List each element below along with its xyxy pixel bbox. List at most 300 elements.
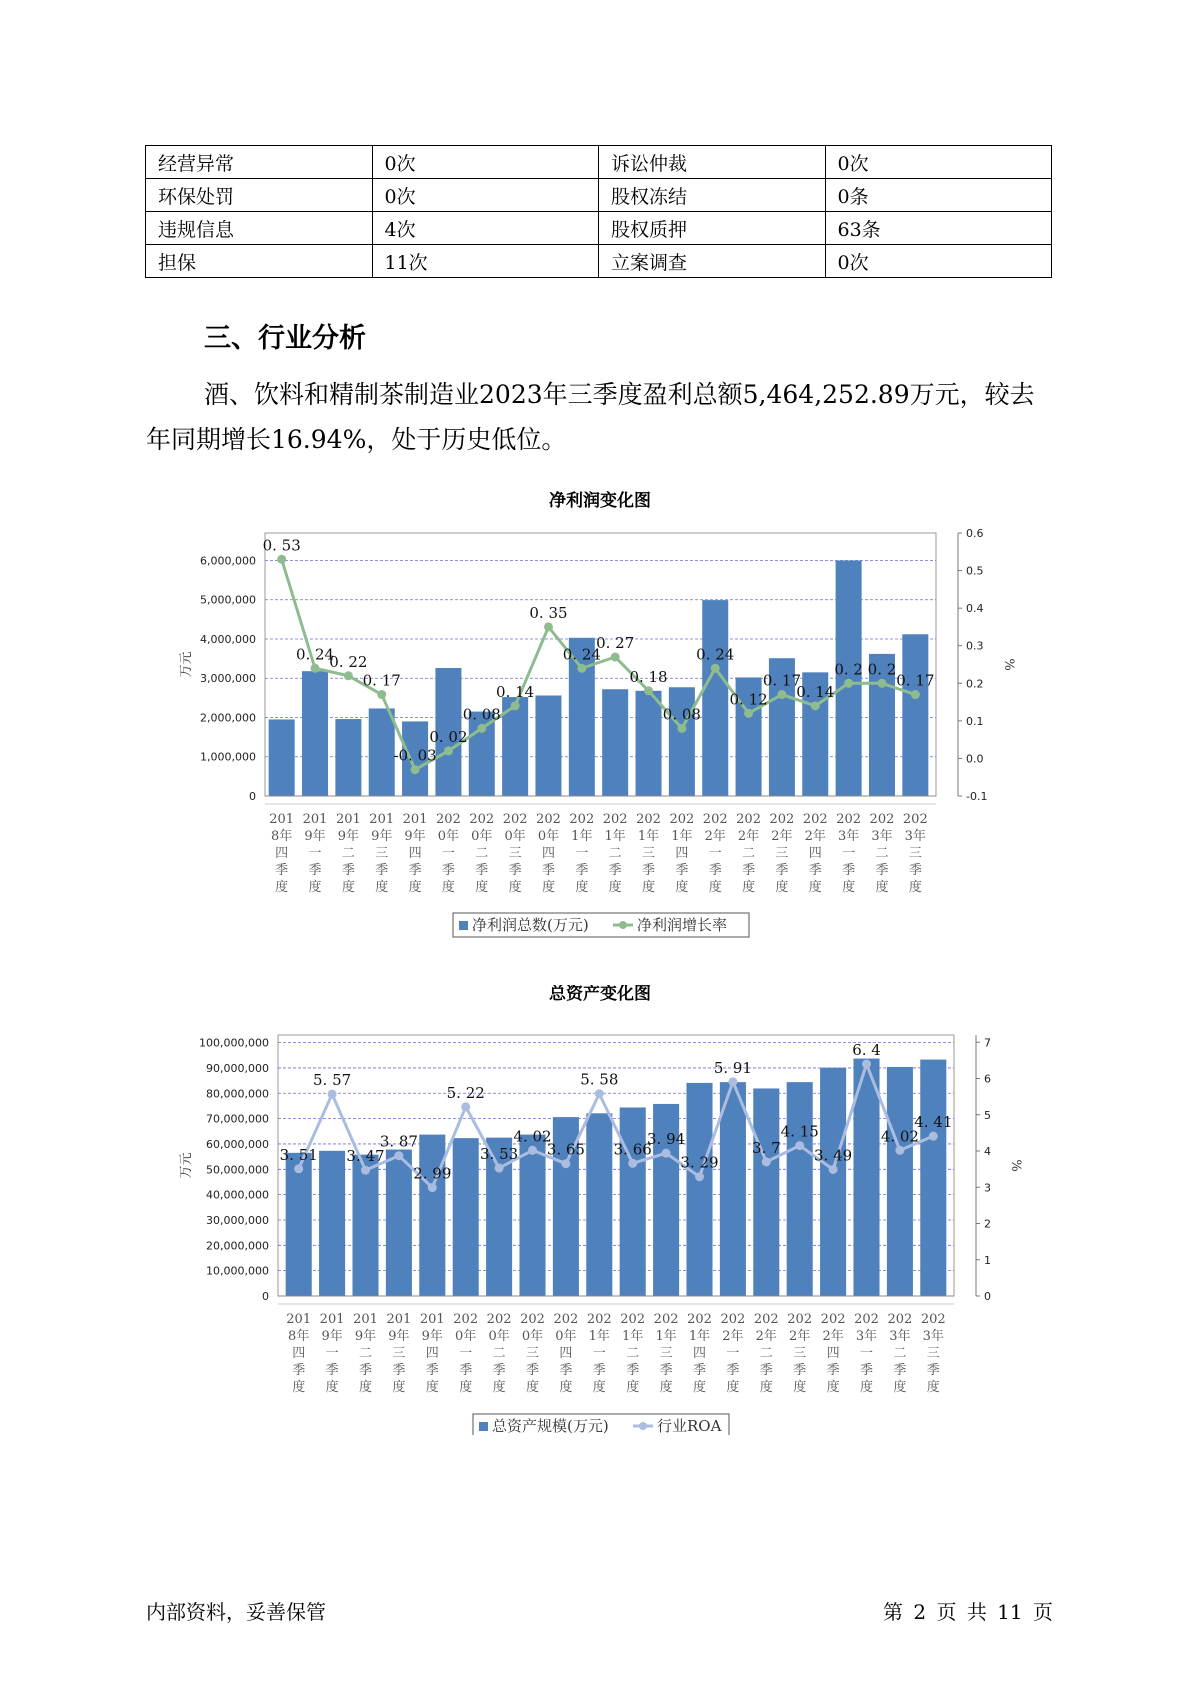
x-tick-label: 季 bbox=[575, 863, 589, 878]
y-tick-label: 0 bbox=[262, 1290, 269, 1303]
x-tick-label: 一 bbox=[592, 1346, 606, 1361]
y-axis-label: 万元 bbox=[179, 651, 194, 678]
x-tick-label: 季 bbox=[608, 863, 622, 878]
x-tick-label: 二 bbox=[626, 1346, 640, 1361]
table-row bbox=[146, 146, 1052, 179]
x-tick-label: 9年 bbox=[404, 829, 426, 844]
x-tick-label: 季 bbox=[592, 1363, 606, 1378]
x-tick-label: 季 bbox=[425, 1363, 439, 1378]
line-point bbox=[695, 1172, 704, 1181]
x-tick-label: 季 bbox=[875, 863, 889, 878]
x-tick-label: 2年 bbox=[737, 829, 760, 844]
bar bbox=[636, 691, 662, 796]
x-tick-label: 202 bbox=[453, 1312, 479, 1327]
data-label: 0. 14 bbox=[496, 682, 535, 701]
line-point bbox=[511, 701, 520, 710]
x-tick-label: 1年 bbox=[671, 829, 693, 844]
y-tick-label: 4,000,000 bbox=[200, 632, 256, 646]
x-tick-label: 季 bbox=[525, 1363, 540, 1378]
x-tick-label: 四 bbox=[692, 1346, 707, 1361]
y2-tick-label: -0.1 bbox=[966, 790, 988, 803]
y-tick-label: 6,000,000 bbox=[200, 554, 256, 568]
x-tick-label: 度 bbox=[726, 1380, 740, 1395]
x-tick-label: 0年 bbox=[504, 829, 526, 844]
y2-axis-label: % bbox=[1001, 658, 1016, 671]
x-tick-label: 度 bbox=[492, 1380, 506, 1395]
data-label: 0. 27 bbox=[596, 633, 635, 652]
y-tick-label: 90,000,000 bbox=[206, 1061, 269, 1075]
legend-label: 行业ROA bbox=[657, 1417, 722, 1435]
x-tick-label: 季 bbox=[908, 863, 922, 878]
x-tick-label: 度 bbox=[575, 880, 589, 895]
x-tick-label: 二 bbox=[608, 846, 622, 861]
line-point bbox=[644, 686, 653, 695]
x-tick-label: 202 bbox=[787, 1312, 813, 1327]
x-tick-label: 季 bbox=[659, 1363, 673, 1378]
x-tick-label: 三 bbox=[642, 846, 656, 861]
y-tick-label: 3,000,000 bbox=[200, 672, 256, 686]
bar bbox=[686, 1083, 712, 1296]
x-tick-label: 四 bbox=[408, 846, 422, 861]
x-tick-label: 度 bbox=[325, 1380, 339, 1395]
x-tick-label: 202 bbox=[769, 812, 795, 827]
y-axis-label: 万元 bbox=[179, 1152, 194, 1179]
x-tick-label: 季 bbox=[375, 863, 389, 878]
x-tick-label: 3年 bbox=[904, 829, 926, 844]
data-label: 0. 24 bbox=[295, 645, 335, 664]
legend-line-marker bbox=[619, 921, 627, 929]
y2-tick-label: 0.0 bbox=[966, 752, 984, 766]
x-tick-label: 二 bbox=[492, 1346, 506, 1361]
line-point bbox=[677, 724, 686, 733]
table-cell: 0次 bbox=[825, 245, 1052, 278]
y2-tick-label: 7 bbox=[984, 1036, 991, 1050]
line-point bbox=[561, 1159, 570, 1168]
y-tick-label: 20,000,000 bbox=[206, 1239, 269, 1253]
x-tick-label: 度 bbox=[425, 1380, 439, 1395]
x-tick-label: 2年 bbox=[704, 829, 726, 844]
table-cell: 股权质押 bbox=[599, 212, 826, 245]
x-tick-label: 季 bbox=[508, 863, 522, 878]
x-tick-label: 季 bbox=[708, 863, 722, 878]
line-point bbox=[628, 1159, 637, 1168]
x-tick-label: 202 bbox=[653, 1312, 679, 1327]
bar bbox=[920, 1060, 946, 1296]
x-tick-label: 202 bbox=[869, 812, 895, 827]
x-tick-label: 度 bbox=[475, 880, 489, 895]
y-tick-label: 0 bbox=[249, 790, 256, 803]
x-tick-label: 四 bbox=[559, 1346, 573, 1361]
x-tick-label: 一 bbox=[842, 846, 856, 861]
data-label: 0. 17 bbox=[762, 671, 802, 690]
x-tick-label: 0年 bbox=[537, 829, 560, 844]
x-tick-label: 201 bbox=[419, 1312, 445, 1327]
table-cell: 违规信息 bbox=[146, 212, 373, 245]
data-label: 5. 57 bbox=[313, 1071, 352, 1090]
x-tick-label: 202 bbox=[753, 1312, 779, 1327]
x-tick-label: 度 bbox=[742, 880, 756, 895]
legend-label: 净利润总数(万元) bbox=[472, 916, 589, 934]
bar bbox=[887, 1067, 913, 1296]
x-tick-label: 一 bbox=[575, 846, 589, 861]
line-point bbox=[344, 671, 353, 680]
data-label: 3. 47 bbox=[346, 1147, 385, 1166]
x-tick-label: 度 bbox=[826, 1380, 840, 1395]
x-tick-label: 9年 bbox=[371, 829, 393, 844]
x-tick-label: 202 bbox=[536, 812, 561, 827]
bar bbox=[669, 687, 695, 796]
x-tick-label: 202 bbox=[486, 1312, 512, 1327]
x-tick-label: 202 bbox=[687, 1312, 712, 1327]
chart-title: 总资产变化图 bbox=[549, 985, 651, 1004]
y-tick-label: 2,000,000 bbox=[200, 711, 256, 725]
line-point bbox=[862, 1060, 871, 1069]
y2-tick-label: 0.3 bbox=[966, 639, 984, 653]
x-tick-label: 度 bbox=[292, 1380, 306, 1395]
x-tick-label: 202 bbox=[620, 1312, 646, 1327]
bar bbox=[269, 719, 295, 796]
x-tick-label: 度 bbox=[358, 1380, 373, 1395]
y2-tick-label: 0.5 bbox=[966, 564, 984, 578]
x-tick-label: 202 bbox=[902, 812, 928, 827]
x-tick-label: 二 bbox=[475, 846, 489, 861]
x-tick-label: 202 bbox=[636, 812, 661, 827]
x-tick-label: 度 bbox=[642, 880, 656, 895]
line-point bbox=[844, 679, 853, 688]
line-point bbox=[744, 709, 753, 718]
x-tick-label: 度 bbox=[775, 880, 789, 895]
x-tick-label: 0年 bbox=[555, 1329, 577, 1344]
x-tick-label: 9年 bbox=[304, 829, 326, 844]
y2-tick-label: 2 bbox=[984, 1217, 991, 1231]
y-tick-label: 30,000,000 bbox=[206, 1213, 269, 1227]
x-tick-label: 202 bbox=[602, 812, 628, 827]
x-tick-label: 202 bbox=[887, 1312, 913, 1327]
y-tick-label: 70,000,000 bbox=[206, 1112, 269, 1126]
line-point bbox=[795, 1141, 804, 1150]
x-tick-label: 季 bbox=[642, 863, 656, 878]
data-label: 0. 2 bbox=[867, 660, 897, 679]
line-point bbox=[544, 622, 553, 631]
x-tick-label: 一 bbox=[308, 846, 322, 861]
data-label: 0. 24 bbox=[696, 645, 735, 664]
table-row bbox=[146, 212, 1052, 245]
y2-tick-label: 5 bbox=[984, 1108, 991, 1122]
x-tick-label: 度 bbox=[808, 880, 822, 895]
x-tick-label: 度 bbox=[859, 1380, 874, 1395]
x-tick-label: 季 bbox=[742, 863, 756, 878]
bar bbox=[702, 600, 728, 796]
data-label: 3. 65 bbox=[546, 1140, 585, 1159]
y2-tick-label: 0 bbox=[984, 1290, 991, 1303]
x-tick-label: 202 bbox=[820, 1312, 846, 1327]
table-cell: 立案调查 bbox=[599, 245, 826, 278]
line-point bbox=[311, 664, 320, 673]
legend-label: 总资产规模(万元) bbox=[492, 1417, 609, 1435]
x-tick-label: 度 bbox=[842, 880, 856, 895]
line-point bbox=[595, 1089, 604, 1098]
data-label: 0. 14 bbox=[796, 682, 835, 701]
x-tick-label: 季 bbox=[559, 1363, 573, 1378]
x-tick-label: 202 bbox=[854, 1312, 879, 1327]
x-tick-label: 9年 bbox=[321, 1329, 343, 1344]
risk-info-table bbox=[145, 145, 1052, 278]
x-tick-label: 9年 bbox=[421, 1329, 443, 1344]
footer-confidential: 内部资料，妥善保管 bbox=[146, 1600, 326, 1624]
line-point bbox=[895, 1146, 904, 1155]
x-tick-label: 201 bbox=[269, 812, 295, 827]
x-tick-label: 9年 bbox=[354, 1329, 377, 1344]
x-tick-label: 202 bbox=[469, 812, 495, 827]
data-label: 3. 49 bbox=[814, 1146, 853, 1165]
x-tick-label: 季 bbox=[842, 863, 856, 878]
x-tick-label: 度 bbox=[893, 1380, 907, 1395]
y-tick-label: 5,000,000 bbox=[200, 593, 256, 607]
line-point bbox=[728, 1077, 737, 1086]
table-cell: 经营异常 bbox=[146, 146, 373, 179]
x-tick-label: 202 bbox=[669, 812, 695, 827]
chart-title: 净利润变化图 bbox=[549, 491, 651, 511]
bar bbox=[286, 1153, 312, 1296]
analysis-paragraph bbox=[146, 372, 1046, 462]
x-tick-label: 季 bbox=[759, 1363, 773, 1378]
x-tick-label: 度 bbox=[759, 1380, 773, 1395]
footer-page-number: 第 2 页 共 11 页 bbox=[883, 1600, 1053, 1624]
data-label: 0. 18 bbox=[629, 667, 668, 686]
x-tick-label: 一 bbox=[325, 1346, 339, 1361]
bar bbox=[586, 1113, 612, 1296]
line-point bbox=[777, 690, 786, 699]
data-label: 4. 02 bbox=[880, 1127, 919, 1146]
x-tick-label: 1年 bbox=[588, 1329, 610, 1344]
x-tick-label: 季 bbox=[793, 1363, 807, 1378]
x-tick-label: 二 bbox=[759, 1346, 773, 1361]
x-tick-label: 四 bbox=[425, 1346, 439, 1361]
x-tick-label: 季 bbox=[893, 1363, 907, 1378]
legend-bar-swatch bbox=[479, 1422, 488, 1431]
x-tick-label: 三 bbox=[508, 846, 522, 861]
x-tick-label: 0年 bbox=[437, 829, 460, 844]
bar bbox=[519, 1135, 545, 1296]
legend-bar-swatch bbox=[459, 921, 468, 930]
data-label: 0. 2 bbox=[834, 660, 863, 679]
y-tick-label: 40,000,000 bbox=[206, 1188, 269, 1202]
bar bbox=[620, 1107, 646, 1296]
x-tick-label: 季 bbox=[859, 1363, 874, 1378]
x-tick-label: 201 bbox=[335, 812, 361, 827]
data-label: 3. 51 bbox=[279, 1145, 318, 1164]
data-label: 0. 17 bbox=[362, 671, 401, 690]
line-point bbox=[577, 664, 586, 673]
x-tick-label: 201 bbox=[353, 1312, 378, 1327]
x-tick-label: 季 bbox=[292, 1363, 306, 1378]
x-tick-label: 季 bbox=[358, 1363, 373, 1378]
line-point bbox=[911, 690, 920, 699]
x-tick-label: 度 bbox=[541, 880, 555, 895]
x-tick-label: 202 bbox=[736, 812, 761, 827]
data-label: 0. 22 bbox=[329, 652, 368, 671]
x-tick-label: 季 bbox=[441, 863, 455, 878]
x-tick-label: 季 bbox=[808, 863, 822, 878]
bar bbox=[787, 1082, 813, 1296]
x-tick-label: 季 bbox=[408, 863, 422, 878]
x-tick-label: 202 bbox=[836, 812, 862, 827]
table-row bbox=[146, 179, 1052, 212]
x-tick-label: 季 bbox=[475, 863, 489, 878]
x-tick-label: 度 bbox=[525, 1380, 540, 1395]
line-point bbox=[762, 1157, 771, 1166]
x-tick-label: 季 bbox=[692, 1363, 707, 1378]
bar bbox=[302, 671, 328, 796]
x-tick-label: 季 bbox=[675, 863, 689, 878]
line-point bbox=[495, 1164, 504, 1173]
x-tick-label: 季 bbox=[541, 863, 555, 878]
x-tick-label: 202 bbox=[553, 1312, 579, 1327]
y2-tick-label: 0.2 bbox=[966, 677, 984, 691]
y2-axis-label: % bbox=[1008, 1159, 1023, 1172]
x-tick-label: 2年 bbox=[722, 1329, 744, 1344]
x-tick-label: 季 bbox=[726, 1363, 740, 1378]
x-tick-label: 201 bbox=[302, 812, 328, 827]
x-tick-label: 201 bbox=[402, 812, 428, 827]
x-tick-label: 一 bbox=[459, 1346, 473, 1361]
section-title: 三、行业分析 bbox=[204, 323, 366, 354]
x-tick-label: 季 bbox=[308, 863, 322, 878]
x-tick-label: 202 bbox=[502, 812, 528, 827]
x-tick-label: 8年 bbox=[271, 829, 293, 844]
table-cell: 股权冻结 bbox=[599, 179, 826, 212]
line-point bbox=[411, 765, 420, 774]
x-tick-label: 度 bbox=[375, 880, 389, 895]
x-tick-label: 季 bbox=[926, 1363, 940, 1378]
table-cell: 4次 bbox=[372, 212, 599, 245]
x-tick-label: 三 bbox=[908, 846, 922, 861]
data-label: 2. 99 bbox=[413, 1164, 452, 1183]
table-cell: 环保处罚 bbox=[146, 179, 373, 212]
x-tick-label: 度 bbox=[408, 880, 422, 895]
x-tick-label: 2年 bbox=[771, 829, 793, 844]
bar bbox=[902, 634, 928, 796]
data-label: 5. 58 bbox=[580, 1070, 619, 1089]
x-tick-label: 度 bbox=[608, 880, 622, 895]
data-label: -0. 03 bbox=[393, 746, 437, 765]
y-tick-label: 1,000,000 bbox=[200, 750, 256, 764]
y2-tick-label: 0.1 bbox=[966, 714, 984, 728]
table-row bbox=[146, 245, 1052, 278]
y2-tick-label: 4 bbox=[984, 1145, 991, 1158]
legend-line-marker bbox=[639, 1422, 647, 1430]
table-cell: 担保 bbox=[146, 245, 373, 278]
bar bbox=[352, 1155, 378, 1296]
y2-tick-label: 0.6 bbox=[966, 527, 984, 540]
x-tick-label: 四 bbox=[826, 1346, 840, 1361]
line-point bbox=[929, 1132, 938, 1141]
data-label: 3. 53 bbox=[480, 1145, 519, 1164]
y2-tick-label: 0.4 bbox=[966, 602, 984, 616]
x-tick-label: 3年 bbox=[922, 1329, 944, 1344]
x-tick-label: 0年 bbox=[471, 829, 493, 844]
y-tick-label: 60,000,000 bbox=[206, 1137, 269, 1151]
line-point bbox=[461, 1102, 470, 1111]
bar bbox=[820, 1068, 846, 1296]
data-label: 0. 08 bbox=[662, 705, 701, 724]
x-tick-label: 9年 bbox=[337, 829, 360, 844]
bar bbox=[602, 689, 628, 796]
x-tick-label: 度 bbox=[708, 880, 722, 895]
line-point bbox=[277, 555, 286, 564]
x-tick-label: 三 bbox=[775, 846, 789, 861]
line-point bbox=[829, 1165, 838, 1174]
x-tick-label: 201 bbox=[386, 1312, 412, 1327]
x-tick-label: 度 bbox=[459, 1380, 473, 1395]
line-point bbox=[444, 746, 453, 755]
x-tick-label: 202 bbox=[802, 812, 828, 827]
x-tick-label: 三 bbox=[926, 1346, 940, 1361]
x-tick-label: 201 bbox=[319, 1312, 345, 1327]
x-tick-label: 1年 bbox=[571, 829, 593, 844]
x-tick-label: 1年 bbox=[655, 1329, 677, 1344]
bar bbox=[753, 1088, 779, 1296]
x-tick-label: 202 bbox=[520, 1312, 545, 1327]
line-point bbox=[294, 1164, 303, 1173]
x-tick-label: 度 bbox=[692, 1380, 707, 1395]
x-tick-label: 度 bbox=[626, 1380, 640, 1395]
x-tick-label: 三 bbox=[525, 1346, 540, 1361]
x-tick-label: 四 bbox=[675, 846, 689, 861]
x-tick-label: 二 bbox=[875, 846, 889, 861]
data-label: 5. 22 bbox=[446, 1083, 485, 1102]
x-tick-label: 3年 bbox=[855, 1329, 878, 1344]
x-tick-label: 季 bbox=[275, 863, 289, 878]
data-label: 3. 66 bbox=[613, 1140, 652, 1159]
x-tick-label: 季 bbox=[626, 1363, 640, 1378]
x-tick-label: 季 bbox=[325, 1363, 339, 1378]
x-tick-label: 202 bbox=[436, 812, 461, 827]
line-point bbox=[394, 1151, 403, 1160]
y-tick-label: 100,000,000 bbox=[199, 1036, 269, 1050]
x-tick-label: 3年 bbox=[871, 829, 893, 844]
x-tick-label: 2年 bbox=[789, 1329, 811, 1344]
x-tick-label: 季 bbox=[392, 1363, 406, 1378]
x-tick-label: 三 bbox=[659, 1346, 673, 1361]
line-point bbox=[877, 679, 886, 688]
x-tick-label: 2年 bbox=[822, 1329, 844, 1344]
line-point bbox=[377, 690, 386, 699]
x-tick-label: 1年 bbox=[688, 1329, 711, 1344]
legend-label: 净利润增长率 bbox=[637, 916, 728, 934]
line-point bbox=[811, 701, 820, 710]
data-label: 0. 02 bbox=[429, 727, 468, 746]
x-tick-label: 二 bbox=[893, 1346, 907, 1361]
line-point bbox=[328, 1090, 337, 1099]
total-assets-chart-svg bbox=[150, 985, 1070, 1435]
data-label: 3. 7 bbox=[751, 1138, 781, 1157]
bar bbox=[369, 708, 395, 796]
x-tick-label: 0年 bbox=[521, 1329, 544, 1344]
data-label: 6. 4 bbox=[852, 1041, 881, 1059]
table-cell: 0次 bbox=[825, 146, 1052, 179]
x-tick-label: 度 bbox=[926, 1380, 940, 1395]
x-tick-label: 1年 bbox=[637, 829, 660, 844]
analysis-text: 酒、饮料和精制茶制造业2023年三季度盈利总额5,464,252.89万元，较去年同期增长16.94%，处于历史低位。 bbox=[146, 380, 1035, 454]
total-assets-chart bbox=[150, 985, 1070, 1435]
x-tick-label: 度 bbox=[559, 1380, 573, 1395]
net-profit-chart-svg bbox=[150, 490, 1070, 940]
table-cell: 0次 bbox=[372, 146, 599, 179]
x-tick-label: 三 bbox=[793, 1346, 807, 1361]
table-cell: 诉讼仲裁 bbox=[599, 146, 826, 179]
x-tick-label: 0年 bbox=[488, 1329, 510, 1344]
